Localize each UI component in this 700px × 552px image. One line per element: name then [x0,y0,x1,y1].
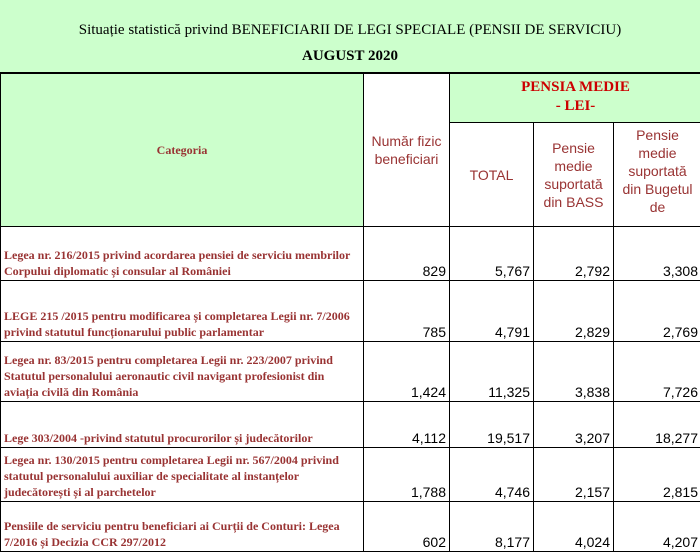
row-numar[interactable]: 785 [364,281,450,342]
pensia-medie-label: PENSIA MEDIE [450,78,700,97]
table-row [1,281,700,342]
row-numar[interactable]: 1,424 [364,342,450,402]
row-categorie[interactable]: Legea nr. 83/2015 pentru completarea Legii nr. 223/2007 privind Statutul personalului aeronautic civil navigant profesionist din aviația civilă din România [1,342,364,402]
row-buget[interactable]: 18,277 [614,402,700,448]
title-line-1: Situație statistică privind BENEFICIARII DE LEGI SPECIALE (PENSII DE SERVICIU) [0,22,700,39]
header-numar-fizic[interactable]: Număr fizic beneficiari [364,74,450,227]
row-total[interactable]: 19,517 [450,402,534,448]
row-buget[interactable]: 2,769 [614,281,700,342]
row-bass[interactable]: 4,024 [534,502,614,552]
row-total[interactable]: 5,767 [450,227,534,281]
data-table [0,73,700,552]
row-numar[interactable]: 1,788 [364,448,450,502]
header-categoria[interactable]: Categoria [1,74,364,227]
lei-label: - LEI- [450,97,700,116]
table-row [1,502,700,552]
row-total[interactable]: 8,177 [450,502,534,552]
row-numar[interactable]: 602 [364,502,450,552]
table-row [1,342,700,402]
row-bass[interactable]: 3,838 [534,342,614,402]
row-categorie[interactable]: Pensiile de serviciu pentru beneficiari ai Curții de Conturi: Legea 7/2016 și Decizia CCR 297/2012 [1,502,364,552]
row-categorie[interactable]: LEGE 215 /2015 pentru modificarea și completarea Legii nr. 7/2006 privind statutul funcționarului public parlamentar [1,281,364,342]
row-bass[interactable]: 2,829 [534,281,614,342]
row-bass[interactable]: 3,207 [534,402,614,448]
row-bass[interactable]: 2,157 [534,448,614,502]
row-categorie[interactable]: Legea nr. 130/2015 pentru completarea Legii nr. 567/2004 privind statutul personalului auxiliar de specialitate al instanțelor judecătorești și al parchetelor [1,448,364,502]
row-buget[interactable]: 7,726 [614,342,700,402]
header-pensia-medie[interactable] [450,74,700,123]
table-row [1,448,700,502]
row-categorie[interactable]: Lege 303/2004 -privind statutul procurorilor și judecătorilor [1,402,364,448]
row-numar[interactable]: 829 [364,227,450,281]
row-buget[interactable]: 4,207 [614,502,700,552]
row-categorie[interactable]: Legea nr. 216/2015 privind acordarea pensiei de serviciu membrilor Corpului diplomatic și consular al României [1,227,364,281]
header-total[interactable]: TOTAL [450,123,534,227]
title-line-2: AUGUST 2020 [0,48,700,65]
title-bar [0,0,700,73]
header-bugetul[interactable]: Pensie medie suportată din Bugetul de [614,123,700,227]
row-buget[interactable]: 2,815 [614,448,700,502]
row-total[interactable]: 4,791 [450,281,534,342]
row-total[interactable]: 4,746 [450,448,534,502]
table-row [1,402,700,448]
header-bass[interactable]: Pensie medie suportată din BASS [534,123,614,227]
row-buget[interactable]: 3,308 [614,227,700,281]
table-row [1,227,700,281]
row-numar[interactable]: 4,112 [364,402,450,448]
row-total[interactable]: 11,325 [450,342,534,402]
row-bass[interactable]: 2,792 [534,227,614,281]
